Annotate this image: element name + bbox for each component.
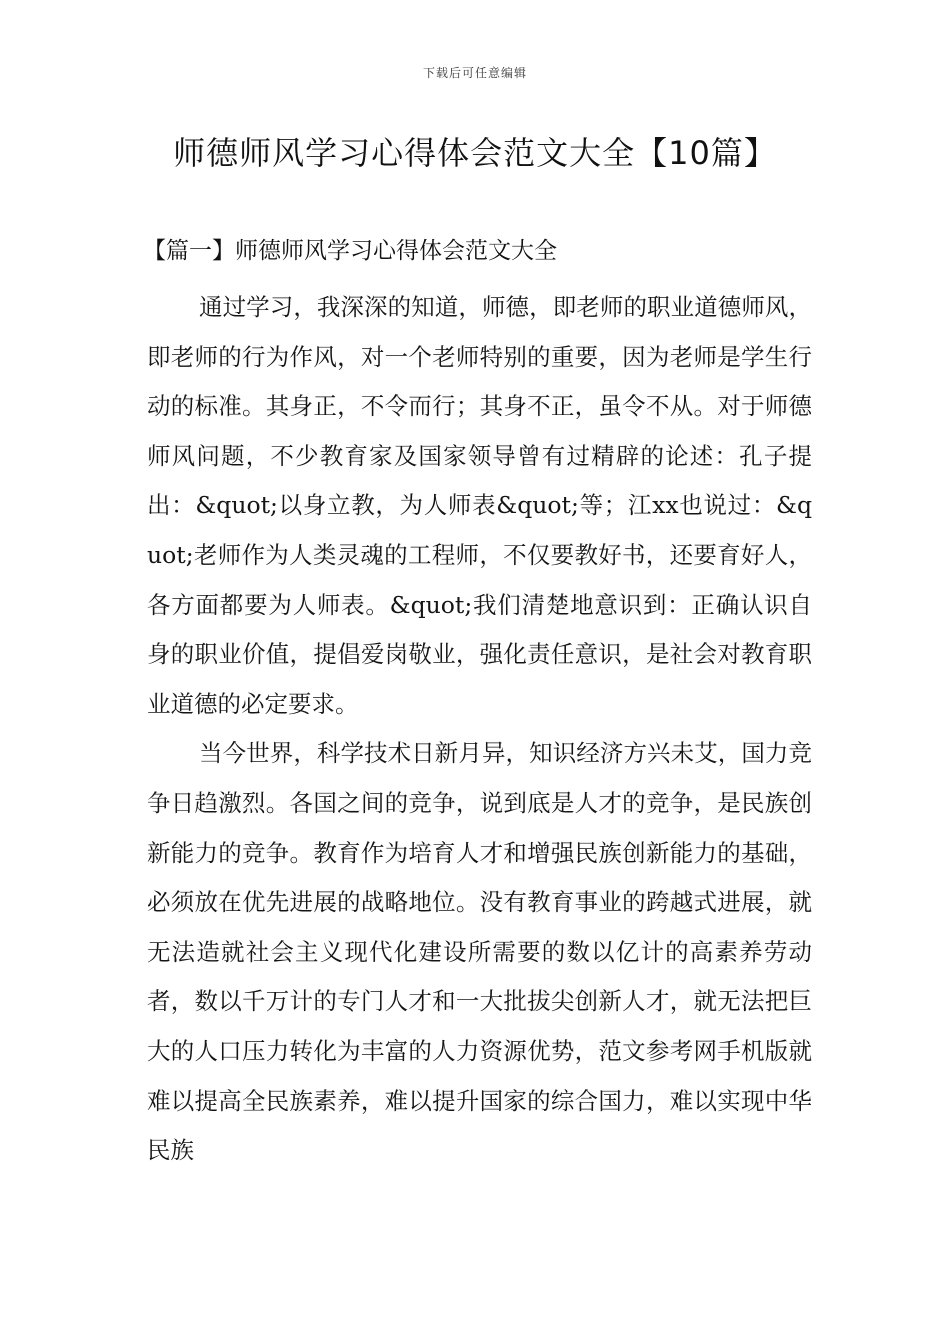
section-heading: 【篇一】师德师风学习心得体会范文大全: [143, 238, 557, 264]
paragraph-1: 通过学习，我深深的知道，师德，即老师的职业道德师风，即老师的行为作风，对一个老师特别的重要，因为老师是学生行动的标准。其身正，不令而行；其身不正，虽令不从。对于师德师风问题，不少教育家及国家领导曾有过精辟的论述：孔子提出：&quot;以身立教，为人师表&quot;等；江xx也说过：&quot;老师作为人类灵魂的工程师，不仅要教好书，还要育好人，各方面都要为人师表。&quot;我们清楚地意识到：正确认识自身的职业价值，提倡爱岗敬业，强化责任意识，是社会对教育职业道德的必定要求。: [147, 293, 812, 718]
header-note: 下载后可任意编辑: [422, 66, 527, 80]
body-text: [147, 283, 812, 1176]
paragraph-2: 当今世界，科学技术日新月异，知识经济方兴未艾，国力竞争日趋激烈。各国之间的竞争，说到底是人才的竞争，是民族创新能力的竞争。教育作为培育人才和增强民族创新能力的基础，必须放在优先进展的战略地位。没有教育事业的跨越式进展，就无法造就社会主义现代化建设所需要的数以亿计的高素养劳动者，数以千万计的专门人才和一大批拔尖创新人才，就无法把巨大的人口压力转化为丰富的人力资源优势，范文参考网手机版就难以提高全民族素养，难以提升国家的综合国力，难以实现中华民族: [147, 739, 812, 1165]
document-title: 师德师风学习心得体会范文大全【10篇】: [173, 134, 777, 172]
